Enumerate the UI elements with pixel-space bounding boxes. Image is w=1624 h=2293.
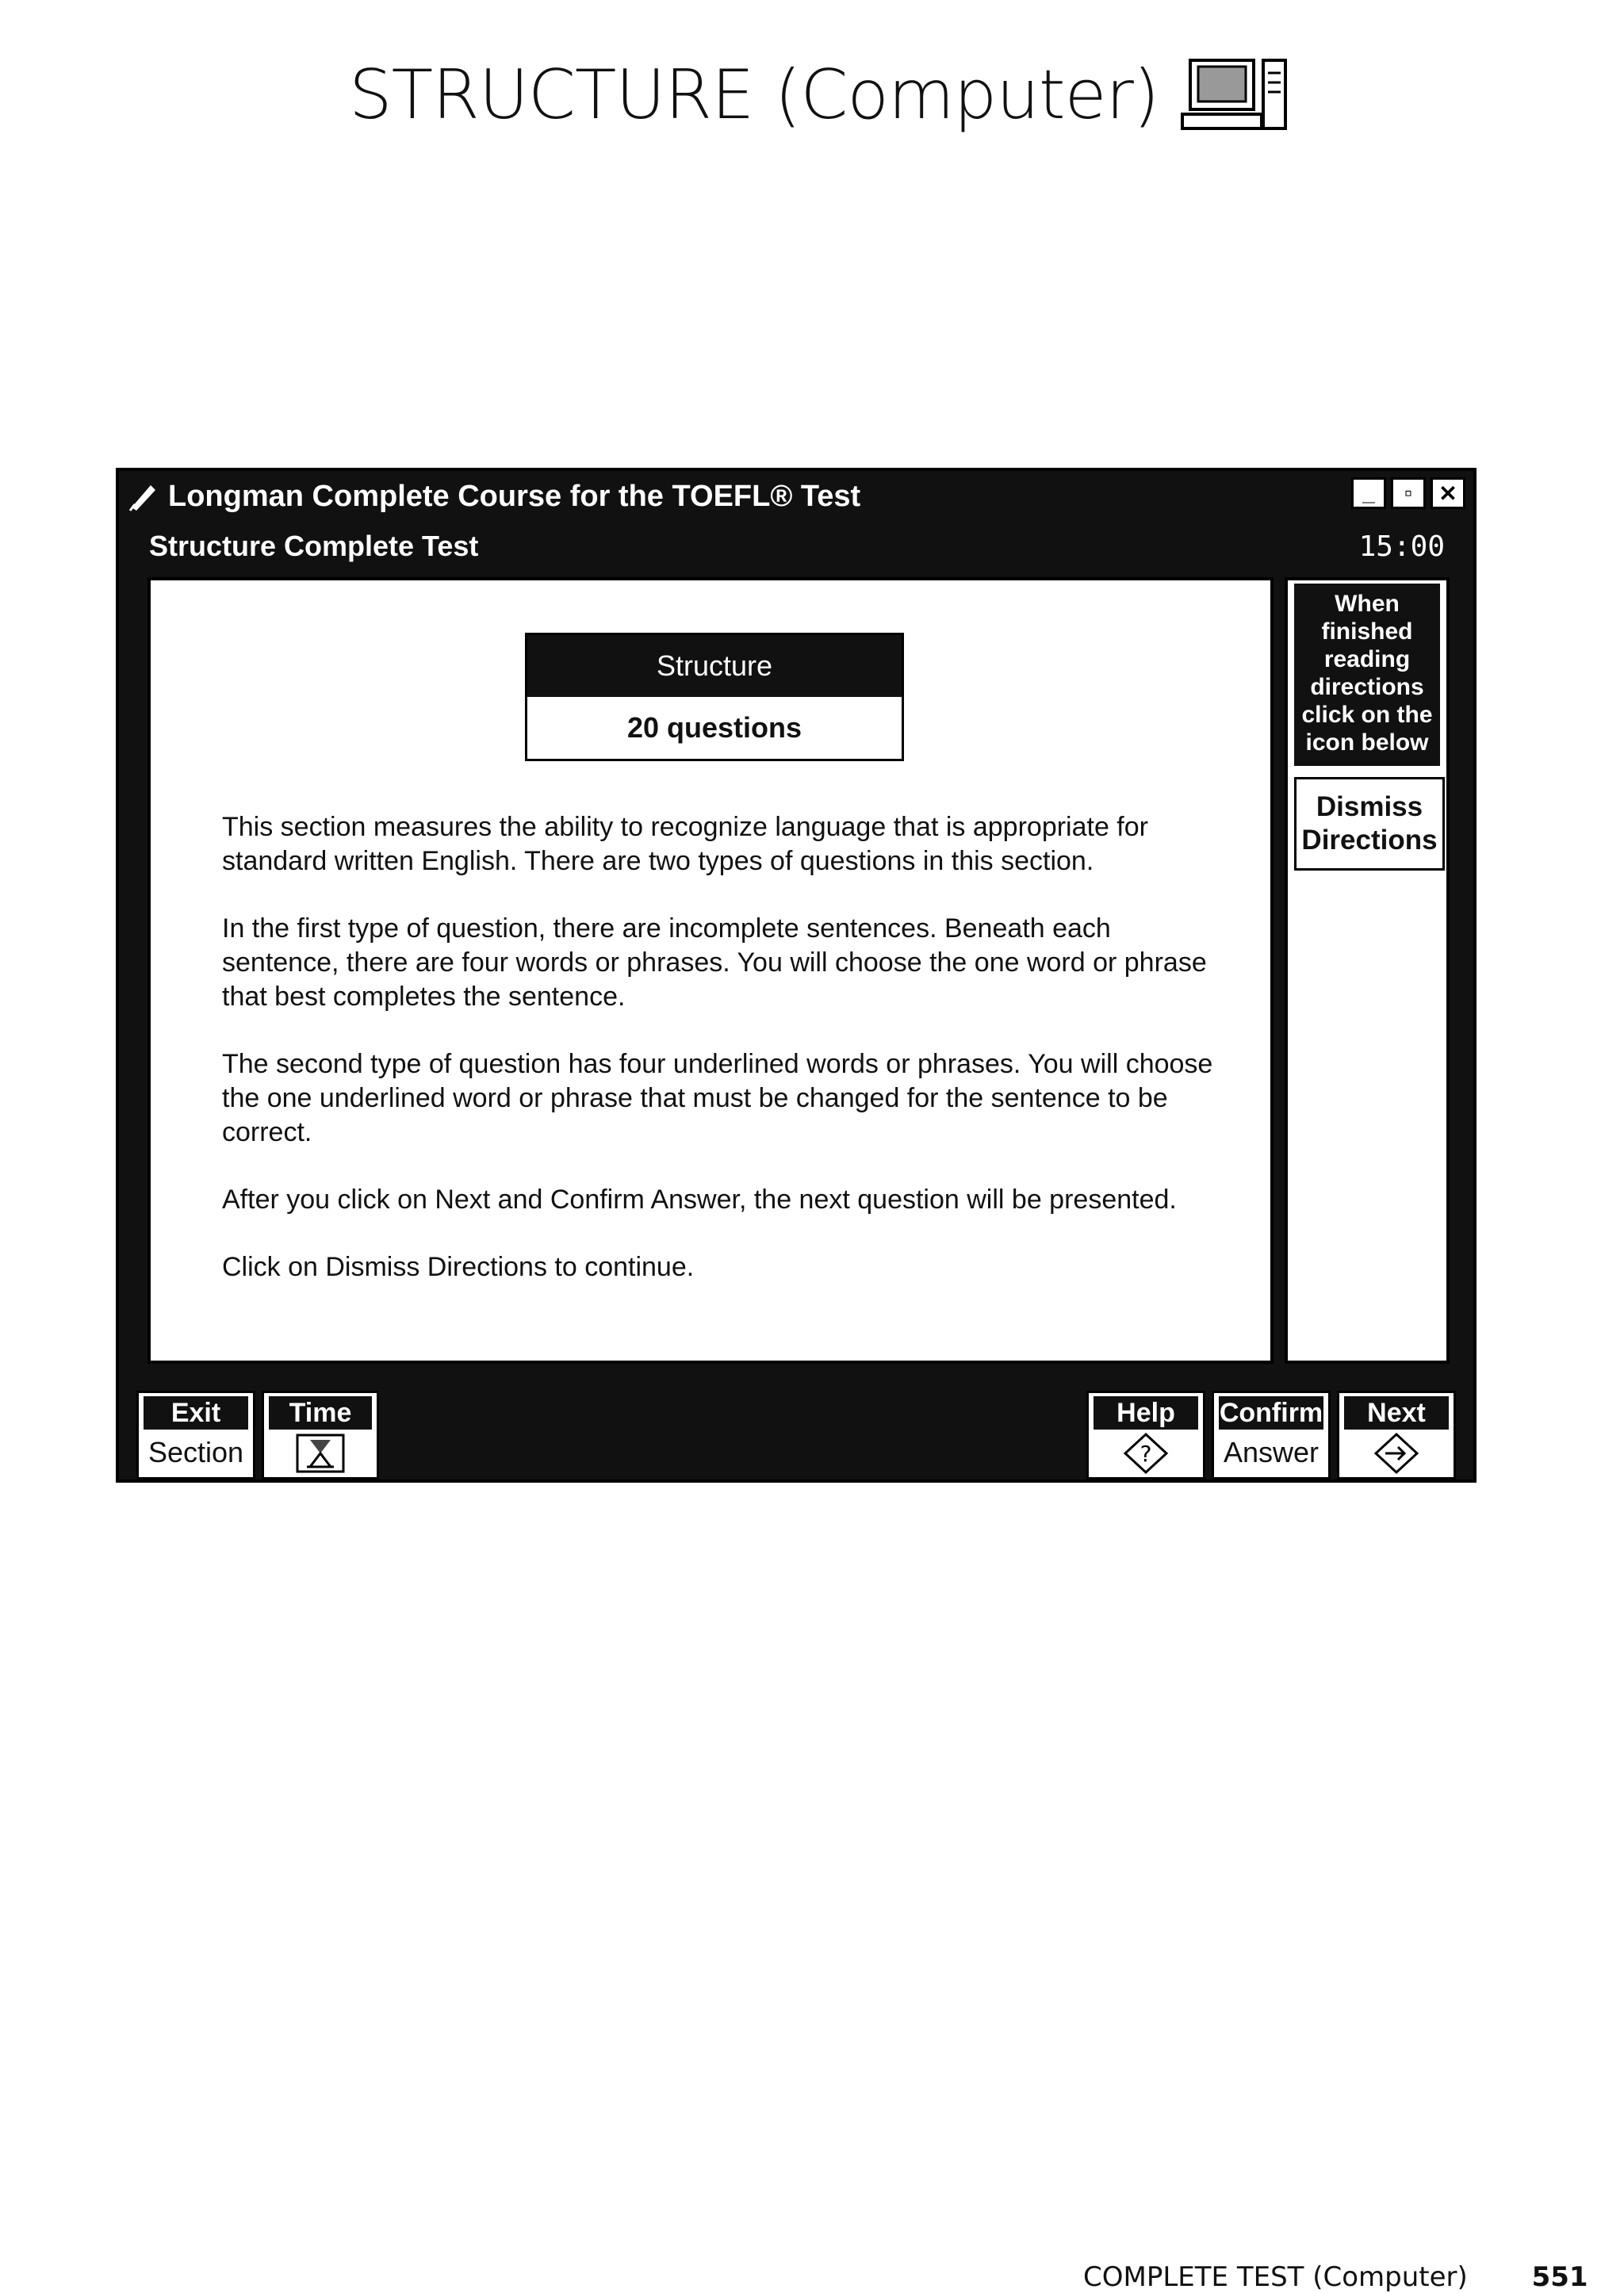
dismiss-hint xyxy=(1294,584,1440,766)
exit-section-button[interactable] xyxy=(136,1391,255,1480)
help-button[interactable] xyxy=(1086,1391,1205,1480)
hint-line: finished xyxy=(1321,618,1413,645)
next-label: Next xyxy=(1344,1396,1449,1430)
hint-line: icon below xyxy=(1305,729,1429,756)
window-title: Longman Complete Course for the TOEFL® Test xyxy=(168,479,861,513)
dismiss-label-line: Directions xyxy=(1301,825,1438,856)
next-button[interactable] xyxy=(1337,1391,1456,1480)
answer-label: Answer xyxy=(1223,1436,1320,1468)
time-label: Time xyxy=(269,1396,372,1430)
window-controls xyxy=(1351,477,1465,509)
help-label: Help xyxy=(1094,1396,1198,1430)
dismiss-directions-button[interactable] xyxy=(1294,777,1445,871)
directions-paragraph: This section measures the ability to recognize language that is appropriate for standard written English. There are two types of questions in this section. xyxy=(222,812,1148,876)
close-button[interactable]: ✕ xyxy=(1431,477,1465,509)
test-header xyxy=(119,522,1473,571)
hourglass-icon xyxy=(293,1432,348,1475)
confirm-label: Confirm xyxy=(1219,1398,1323,1428)
dismiss-label-line: Dismiss xyxy=(1316,791,1423,822)
minimize-button[interactable]: _ xyxy=(1351,477,1386,509)
hint-line: When xyxy=(1335,591,1400,617)
exit-label: Exit xyxy=(144,1396,248,1430)
window-titlebar[interactable] xyxy=(119,471,1473,522)
pen-icon xyxy=(127,480,159,512)
confirm-answer-button[interactable] xyxy=(1212,1391,1331,1480)
directions-paragraph: After you click on Next and Confirm Answer, the next question will be presented. xyxy=(222,1185,1177,1215)
maximize-button[interactable]: ▫ xyxy=(1391,477,1426,509)
footer-label: COMPLETE TEST (Computer) xyxy=(1083,2261,1468,2293)
directions-paragraph: Click on Dismiss Directions to continue. xyxy=(222,1252,695,1282)
hint-line: reading xyxy=(1323,646,1411,672)
question-diamond-icon xyxy=(1122,1432,1170,1475)
timer-display: 15:00 xyxy=(1358,530,1445,563)
app-window xyxy=(116,468,1477,1483)
directions-paragraph: In the first type of question, there are incomplete sentences. Beneath each sentence, there are four words or phrases. You will choose the one word or phrase that best completes the sentence. xyxy=(222,913,1207,1012)
section-name: Structure xyxy=(527,635,902,697)
computer-icon xyxy=(1174,56,1293,135)
section-info-box xyxy=(525,633,904,761)
hint-line: click on the xyxy=(1301,702,1433,728)
directions-text xyxy=(222,810,1221,1318)
section-label: Section xyxy=(147,1436,244,1468)
svg-text:?: ? xyxy=(1139,1441,1152,1467)
hint-line: directions xyxy=(1310,674,1424,700)
page-title xyxy=(349,56,1293,135)
directions-panel xyxy=(147,577,1274,1364)
page-title-text: STRUCTURE (Computer) xyxy=(349,56,1159,135)
page-footer xyxy=(1083,2261,1588,2293)
arrow-diamond-icon xyxy=(1373,1432,1420,1475)
time-button[interactable] xyxy=(262,1391,379,1480)
directions-paragraph: The second type of question has four underlined words or phrases. You will choose the one underlined word or phrase that must be changed for the sentence to be correct. xyxy=(222,1049,1213,1147)
side-panel xyxy=(1285,577,1450,1364)
question-count: 20 questions xyxy=(626,711,802,744)
test-name: Structure Complete Test xyxy=(149,530,479,562)
page-number: 551 xyxy=(1531,2261,1588,2293)
